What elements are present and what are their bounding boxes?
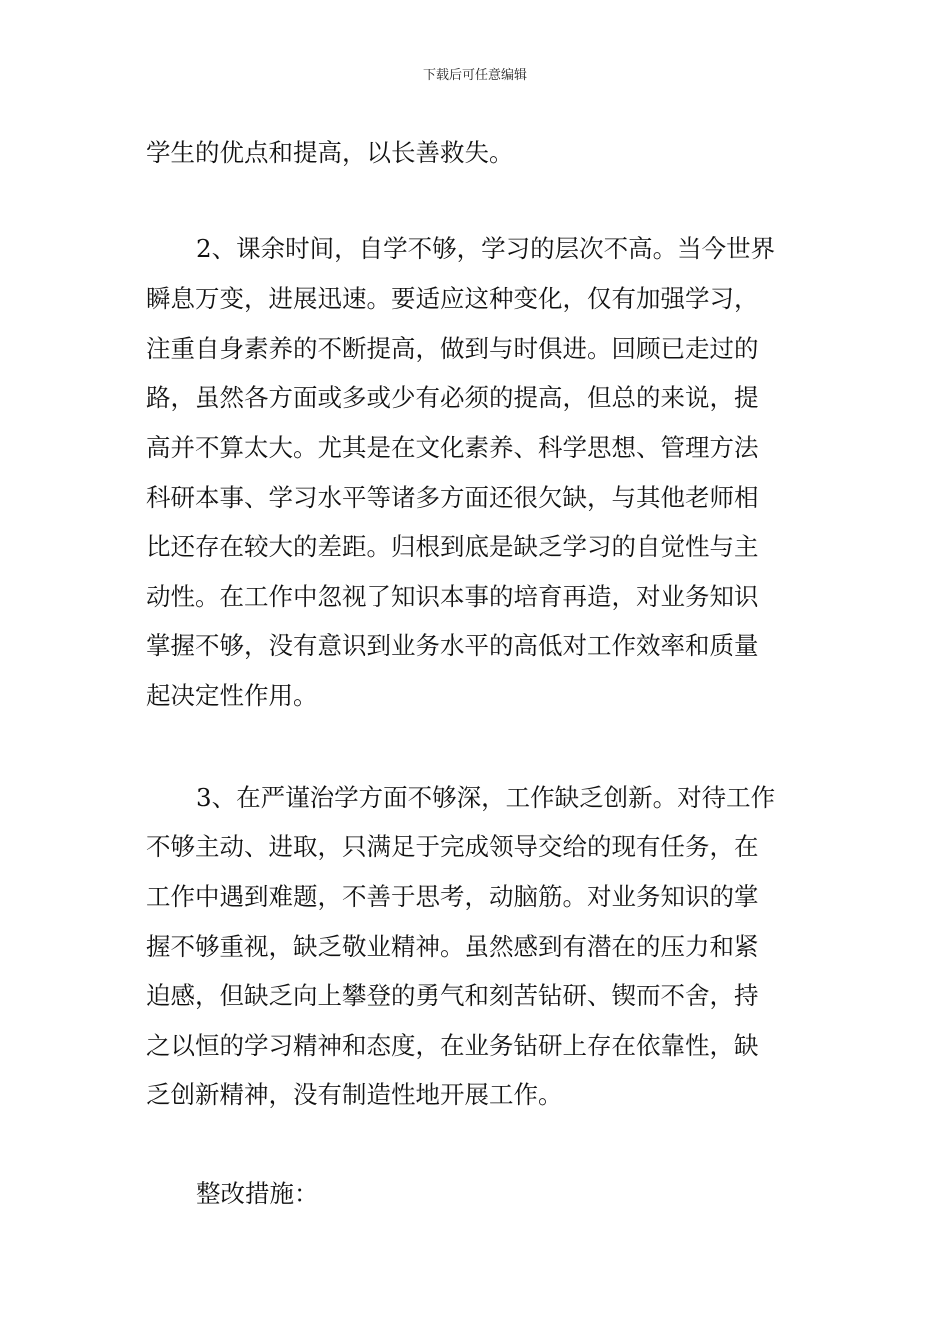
paragraph-line: 工作中遇到难题，不善于思考，动脑筋。对业务知识的掌 — [146, 882, 759, 911]
paragraph-line: 乏创新精神，没有制造性地开展工作。 — [146, 1080, 563, 1109]
paragraph-line: 比还存在较大的差距。归根到底是缺乏学习的自觉性与主 — [146, 532, 759, 561]
section-heading: 整改措施： — [196, 1179, 319, 1208]
paragraph-line: 3、在严谨治学方面不够深，工作缺乏创新。对待工作 — [196, 783, 776, 812]
paragraph-line: 迫感，但缺乏向上攀登的勇气和刻苦钻研、锲而不舍，持 — [146, 981, 759, 1010]
paragraph-line: 2、课余时间，自学不够，学习的层次不高。当今世界 — [196, 234, 776, 263]
paragraph-line: 科研本事、学习水平等诸多方面还很欠缺，与其他老师相 — [146, 483, 759, 512]
paragraph-line: 路，虽然各方面或多或少有必须的提高，但总的来说，提 — [146, 383, 759, 412]
paragraph-line: 握不够重视，缺乏敬业精神。虽然感到有潜在的压力和紧 — [146, 932, 759, 961]
paragraph-line: 学生的优点和提高，以长善救失。 — [146, 138, 514, 167]
page-header: 下载后可任意编辑 — [422, 68, 527, 83]
paragraph-line: 掌握不够，没有意识到业务水平的高低对工作效率和质量 — [146, 631, 759, 660]
paragraph-line: 不够主动、进取，只满足于完成领导交给的现有任务，在 — [146, 832, 759, 861]
paragraph-line: 起决定性作用。 — [146, 681, 318, 710]
paragraph-line: 高并不算太大。尤其是在文化素养、科学思想、管理方法 — [146, 433, 759, 462]
paragraph-line: 瞬息万变，进展迅速。要适应这种变化，仅有加强学习， — [146, 284, 759, 313]
paragraph-line: 注重自身素养的不断提高，做到与时俱进。回顾已走过的 — [146, 334, 759, 363]
paragraph-line: 之以恒的学习精神和态度，在业务钻研上存在依靠性，缺 — [146, 1031, 759, 1060]
paragraph-line: 动性。在工作中忽视了知识本事的培育再造，对业务知识 — [146, 582, 759, 611]
